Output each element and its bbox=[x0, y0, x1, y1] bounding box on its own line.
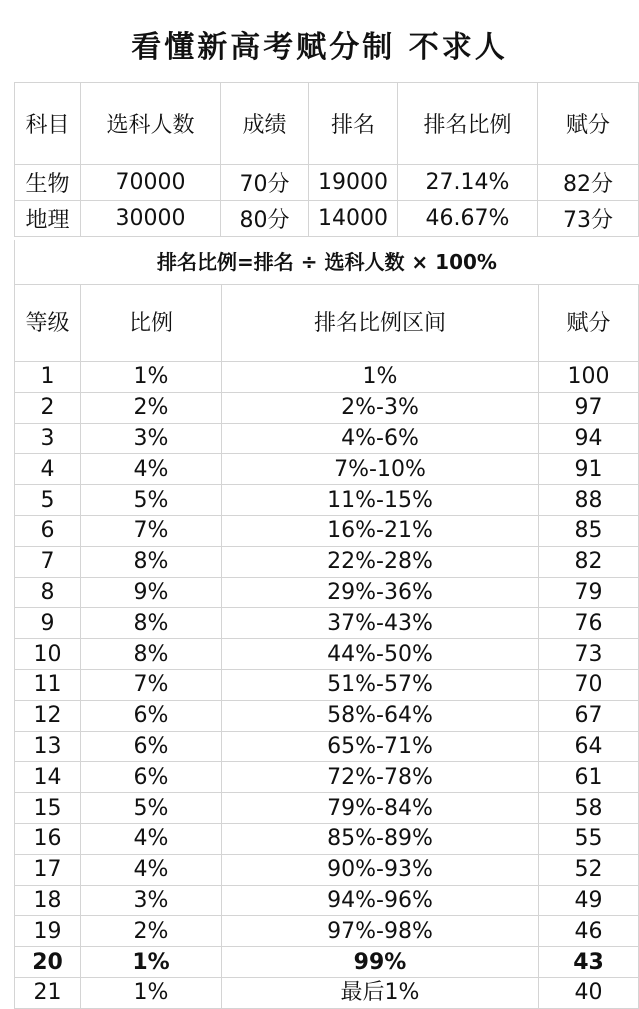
table-row bbox=[15, 762, 639, 793]
table-cell: 16 bbox=[15, 823, 81, 854]
table-cell: 6% bbox=[81, 700, 222, 731]
table-cell: 40 bbox=[539, 977, 639, 1008]
column-header: 等级 bbox=[15, 285, 81, 362]
table-cell: 70 bbox=[539, 669, 639, 700]
table-cell: 80分 bbox=[221, 201, 309, 237]
table-row bbox=[15, 947, 639, 978]
table-row bbox=[15, 201, 639, 237]
table-cell: 30000 bbox=[81, 201, 221, 237]
table-row bbox=[15, 608, 639, 639]
column-header: 赋分 bbox=[538, 83, 639, 165]
table-row bbox=[15, 854, 639, 885]
table-row bbox=[15, 916, 639, 947]
table-cell: 19000 bbox=[309, 165, 398, 201]
column-header: 排名 bbox=[309, 83, 398, 165]
table-row bbox=[15, 731, 639, 762]
table-cell: 20 bbox=[15, 947, 81, 978]
table-cell: 16%-21% bbox=[222, 515, 539, 546]
table-row bbox=[15, 577, 639, 608]
table-cell: 88 bbox=[539, 485, 639, 516]
table-cell: 1% bbox=[81, 977, 222, 1008]
table-cell: 1% bbox=[81, 947, 222, 978]
table-cell: 7% bbox=[81, 669, 222, 700]
table-cell: 5% bbox=[81, 485, 222, 516]
table-cell: 8% bbox=[81, 608, 222, 639]
table-cell: 46.67% bbox=[398, 201, 538, 237]
table-cell: 3% bbox=[81, 885, 222, 916]
column-header: 排名比例区间 bbox=[222, 285, 539, 362]
table-cell: 29%-36% bbox=[222, 577, 539, 608]
table-cell: 58 bbox=[539, 793, 639, 824]
table-cell: 100 bbox=[539, 362, 639, 393]
table-row bbox=[15, 546, 639, 577]
table-cell: 55 bbox=[539, 823, 639, 854]
table-cell: 91 bbox=[539, 454, 639, 485]
table-cell: 4 bbox=[15, 454, 81, 485]
table-cell: 1 bbox=[15, 362, 81, 393]
table-row bbox=[15, 362, 639, 393]
rank-ratio-formula: 排名比例=排名 ÷ 选科人数 × 100% bbox=[14, 240, 639, 284]
table-cell: 21 bbox=[15, 977, 81, 1008]
table-cell: 18 bbox=[15, 885, 81, 916]
table-row bbox=[15, 669, 639, 700]
table-row bbox=[15, 454, 639, 485]
table-cell: 49 bbox=[539, 885, 639, 916]
table-cell: 2% bbox=[81, 392, 222, 423]
table-cell: 94%-96% bbox=[222, 885, 539, 916]
table-cell: 6 bbox=[15, 515, 81, 546]
table-row bbox=[15, 793, 639, 824]
table-cell: 地理 bbox=[15, 201, 81, 237]
table-row bbox=[15, 165, 639, 201]
table-cell: 22%-28% bbox=[222, 546, 539, 577]
table-cell: 85 bbox=[539, 515, 639, 546]
table-row bbox=[15, 639, 639, 670]
table-cell: 4%-6% bbox=[222, 423, 539, 454]
table-cell: 90%-93% bbox=[222, 854, 539, 885]
table-row bbox=[15, 392, 639, 423]
table-cell: 7% bbox=[81, 515, 222, 546]
column-header: 比例 bbox=[81, 285, 222, 362]
table-cell: 70分 bbox=[221, 165, 309, 201]
table-header-row bbox=[15, 285, 639, 362]
table-cell: 19 bbox=[15, 916, 81, 947]
table-cell: 6% bbox=[81, 762, 222, 793]
table-cell: 5 bbox=[15, 485, 81, 516]
table-cell: 10 bbox=[15, 639, 81, 670]
table-cell: 64 bbox=[539, 731, 639, 762]
table-cell: 15 bbox=[15, 793, 81, 824]
table-cell: 72%-78% bbox=[222, 762, 539, 793]
table-cell: 3% bbox=[81, 423, 222, 454]
table-cell: 1% bbox=[81, 362, 222, 393]
table-cell: 11%-15% bbox=[222, 485, 539, 516]
grade-table bbox=[14, 284, 639, 1009]
table-cell: 9 bbox=[15, 608, 81, 639]
table-cell: 52 bbox=[539, 854, 639, 885]
table-cell: 1% bbox=[222, 362, 539, 393]
table-cell: 9% bbox=[81, 577, 222, 608]
table-row bbox=[15, 700, 639, 731]
table-cell: 8% bbox=[81, 639, 222, 670]
table-cell: 6% bbox=[81, 731, 222, 762]
table-row bbox=[15, 515, 639, 546]
table-cell: 82分 bbox=[538, 165, 639, 201]
table-cell: 最后1% bbox=[222, 977, 539, 1008]
table-cell: 4% bbox=[81, 454, 222, 485]
table-cell: 73分 bbox=[538, 201, 639, 237]
table-cell: 2 bbox=[15, 392, 81, 423]
table-cell: 2% bbox=[81, 916, 222, 947]
table-cell: 82 bbox=[539, 546, 639, 577]
table-cell: 85%-89% bbox=[222, 823, 539, 854]
table-cell: 7 bbox=[15, 546, 81, 577]
table-cell: 70000 bbox=[81, 165, 221, 201]
table-cell: 43 bbox=[539, 947, 639, 978]
table-cell: 27.14% bbox=[398, 165, 538, 201]
table-cell: 3 bbox=[15, 423, 81, 454]
table-cell: 61 bbox=[539, 762, 639, 793]
column-header: 选科人数 bbox=[81, 83, 221, 165]
table-cell: 51%-57% bbox=[222, 669, 539, 700]
table-cell: 65%-71% bbox=[222, 731, 539, 762]
table-row bbox=[15, 885, 639, 916]
table-header-row bbox=[15, 83, 639, 165]
table-row bbox=[15, 423, 639, 454]
column-header: 排名比例 bbox=[398, 83, 538, 165]
table-cell: 生物 bbox=[15, 165, 81, 201]
table-cell: 5% bbox=[81, 793, 222, 824]
table-cell: 67 bbox=[539, 700, 639, 731]
column-header: 科目 bbox=[15, 83, 81, 165]
table-cell: 8% bbox=[81, 546, 222, 577]
subject-score-table bbox=[14, 82, 639, 237]
table-cell: 79%-84% bbox=[222, 793, 539, 824]
table-cell: 8 bbox=[15, 577, 81, 608]
table-cell: 2%-3% bbox=[222, 392, 539, 423]
table-cell: 94 bbox=[539, 423, 639, 454]
table-cell: 11 bbox=[15, 669, 81, 700]
table-cell: 97 bbox=[539, 392, 639, 423]
table-row bbox=[15, 823, 639, 854]
table-cell: 46 bbox=[539, 916, 639, 947]
table-cell: 76 bbox=[539, 608, 639, 639]
table-cell: 17 bbox=[15, 854, 81, 885]
table-cell: 13 bbox=[15, 731, 81, 762]
table-cell: 14000 bbox=[309, 201, 398, 237]
table-cell: 14 bbox=[15, 762, 81, 793]
table-cell: 7%-10% bbox=[222, 454, 539, 485]
table-cell: 4% bbox=[81, 854, 222, 885]
column-header: 赋分 bbox=[539, 285, 639, 362]
table-row bbox=[15, 977, 639, 1008]
table-cell: 44%-50% bbox=[222, 639, 539, 670]
table-cell: 99% bbox=[222, 947, 539, 978]
table-cell: 12 bbox=[15, 700, 81, 731]
table-cell: 58%-64% bbox=[222, 700, 539, 731]
page-title: 看懂新高考赋分制 不求人 bbox=[131, 30, 508, 65]
table-cell: 37%-43% bbox=[222, 608, 539, 639]
table-cell: 97%-98% bbox=[222, 916, 539, 947]
table-row bbox=[15, 485, 639, 516]
column-header: 成绩 bbox=[221, 83, 309, 165]
table-cell: 4% bbox=[81, 823, 222, 854]
table-cell: 79 bbox=[539, 577, 639, 608]
table-cell: 73 bbox=[539, 639, 639, 670]
